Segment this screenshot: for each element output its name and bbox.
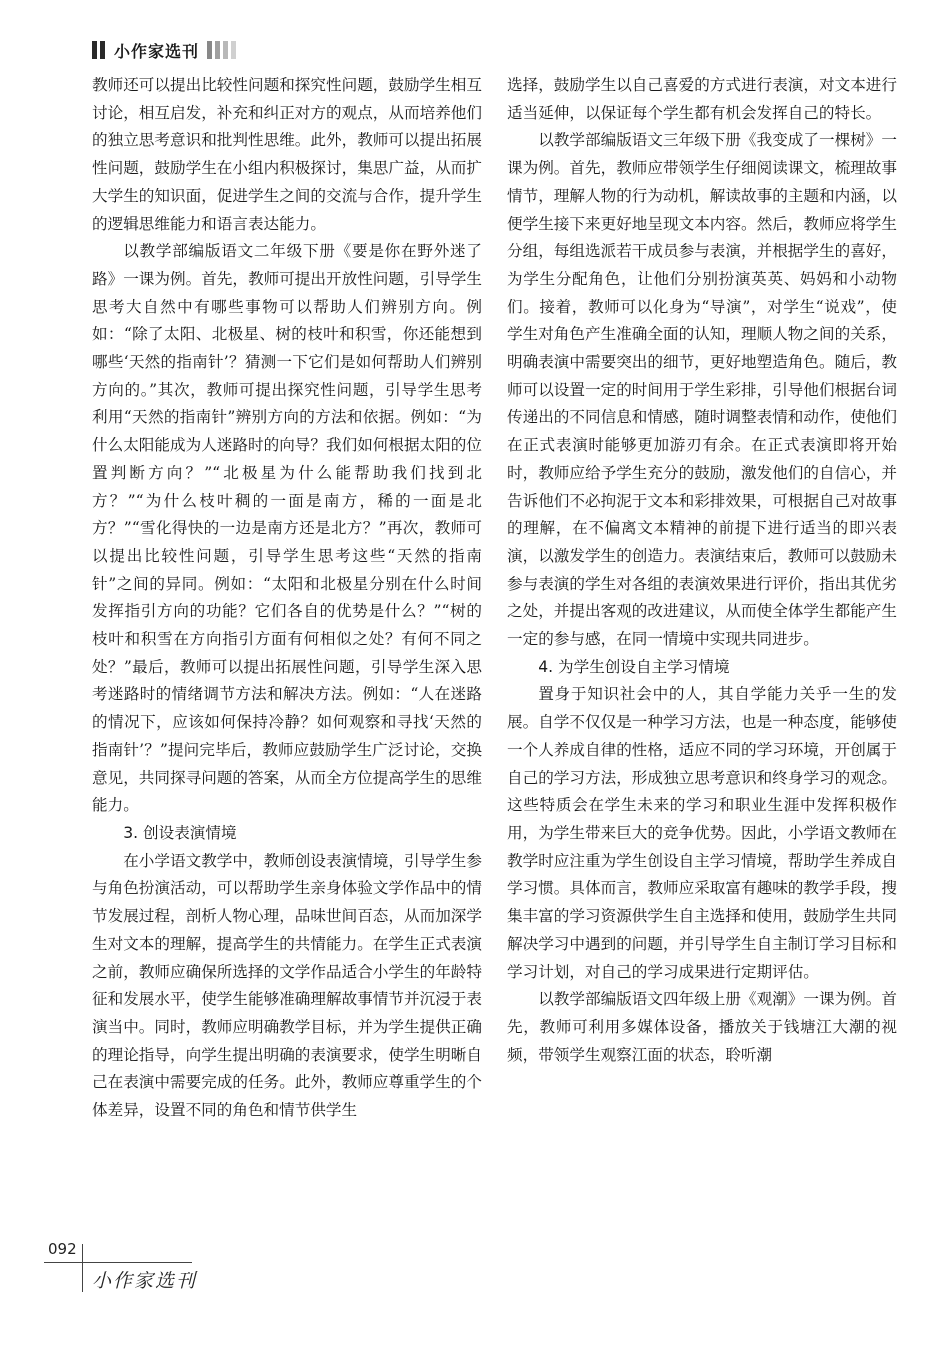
header-gray-mark	[231, 41, 236, 59]
footer-divider-horizontal	[44, 1262, 192, 1263]
footer-divider-vertical	[82, 1244, 83, 1292]
section-heading: 4. 为学生创设自主学习情境	[538, 657, 730, 676]
body-paragraph: 以教学部编版语文四年级上册《观潮》一课为例。首先，教师可利用多媒体设备，播放关于钱塘江大潮的视频，带领学生观察江面的状态，聆听潮	[507, 990, 897, 1064]
body-paragraph: 以教学部编版语文二年级下册《要是你在野外迷了路》一课为例。首先，教师可提出开放性问题，引导学生思考大自然中有哪些事物可以帮助人们辨别方向。例如：“除了太阳、北极星、树的枝叶和积雪，你还能想到哪些‘天然的指南针’？猜测一下它们是如何帮助人们辨别方向的。”其次，教师可提出探究性问题，引导学生思考利用“天然的指南针”辨别方向的方法和依据。例如：“为什么太阳能成为人迷路时的向导？我们如何根据太阳的位置判断方向？”“北极星为什么能帮助我们找到北方？”“为什么枝叶稠的一面是南方，稀的一面是北方？”“雪化得快的一边是南方还是北方？”再次，教师可以提出比较性问题，引导学生思考这些“天然的指南针”之间的异同。例如：“太阳和北极星分别在什么时间发挥指引方向的功能？它们各自的优势是什么？”“树的枝叶和积雪在方向指引方面有何相似之处？有何不同之处？”最后，教师可以提出拓展性问题，引导学生深入思考迷路时的情绪调节方法和解决方法。例如：“人在迷路的情况下，应该如何保持冷静？如何观察和寻找‘天然的指南针’？”提问完毕后，教师应鼓励学生广泛讨论，交换意见，共同探寻问题的答案，从而全方位提高学生的思维能力。	[92, 242, 482, 815]
header-gray-mark	[215, 41, 220, 59]
header-gray-mark	[207, 41, 212, 59]
page-number: 092	[48, 1240, 77, 1258]
body-paragraph: 以教学部编版语文三年级下册《我变成了一棵树》一课为例。首先，教师应带领学生仔细阅读课文，梳理故事情节，理解人物的行为动机，解读故事的主题和内涵，以便学生接下来更好地呈现文本内容。然后，教师应将学生分组，每组选派若干成员参与表演，并根据学生的喜好，为学生分配角色，让他们分别扮演英英、妈妈和小动物们。接着，教师可以化身为“导演”，对学生“说戏”，使学生对角色产生准确全面的认知，理顺人物之间的关系，明确表演中需要突出的细节，更好地塑造角色。随后，教师可以设置一定的时间用于学生彩排，引导他们根据台词传递出的不同信息和情感，随时调整表情和动作，使他们在正式表演时能够更加游刃有余。在正式表演即将开始时，教师应给予学生充分的鼓励，激发他们的自信心，并告诉他们不必拘泥于文本和彩排效果，可根据自己对故事的理解，在不偏离文本精神的前提下进行适当的即兴表演，以激发学生的创造力。表演结束后，教师可以鼓励未参与表演的学生对各组的表演效果进行评价，指出其优劣之处，并提出客观的改进建议，从而使全体学生都能产生一定的参与感，在同一情境中实现共同进步。	[507, 131, 897, 649]
journal-title: 小作家选刊	[114, 41, 200, 61]
body-paragraph: 教师还可以提出比较性问题和探究性问题，鼓励学生相互讨论，相互启发，补充和纠正对方的观点，从而培养他们的独立思考意识和批判性思维。此外，教师可以提出拓展性问题，鼓励学生在小组内积极探讨，集思广益，从而扩大学生的知识面，促进学生之间的交流与合作，提升学生的逻辑思维能力和语言表达能力。	[92, 76, 482, 233]
header-bar-mark	[100, 41, 105, 59]
left-column	[92, 72, 482, 1125]
footer-journal-logo: 小作家选刊	[92, 1270, 198, 1292]
body-paragraph: 在小学语文教学中，教师创设表演情境，引导学生参与角色扮演活动，可以帮助学生亲身体验文学作品中的情节发展过程，剖析人物心理，品味世间百态，从而加深学生对文本的理解，提高学生的共情能力。在学生正式表演之前，教师应确保所选择的文学作品适合小学生的年龄特征和发展水平，使学生能够准确理解故事情节并沉浸于表演当中。同时，教师应明确教学目标，并为学生提供正确的理论指导，向学生提出明确的表演要求，使学生明晰自己在表演中需要完成的任务。此外，教师应尊重学生的个体差异，设置不同的角色和情节供学生	[92, 851, 482, 1120]
body-paragraph: 置身于知识社会中的人，其自学能力关乎一生的发展。自学不仅仅是一种学习方法，也是一种态度，能够使一个人养成自律的性格，适应不同的学习环境，开创属于自己的学习方法，形成独立思考意识和终身学习的观念。这些特质会在学生未来的学习和职业生涯中发挥积极作用，为学生带来巨大的竞争优势。因此，小学语文教师在教学时应注重为学生创设自主学习情境，帮助学生养成自学习惯。具体而言，教师应采取富有趣味的教学手段，搜集丰富的学习资源供学生自主选择和使用，鼓励学生共同解决学习中遇到的问题，并引导学生自主制订学习目标和学习计划，对自己的学习成果进行定期评估。	[507, 685, 897, 981]
section-heading: 3. 创设表演情境	[123, 823, 237, 842]
header-gray-mark	[223, 41, 228, 59]
body-paragraph: 选择，鼓励学生以自己喜爱的方式进行表演，对文本进行适当延伸，以保证每个学生都有机会发挥自己的特长。	[507, 76, 897, 122]
header-bar-mark	[92, 41, 97, 59]
right-column	[507, 72, 897, 1069]
running-header	[92, 38, 239, 62]
